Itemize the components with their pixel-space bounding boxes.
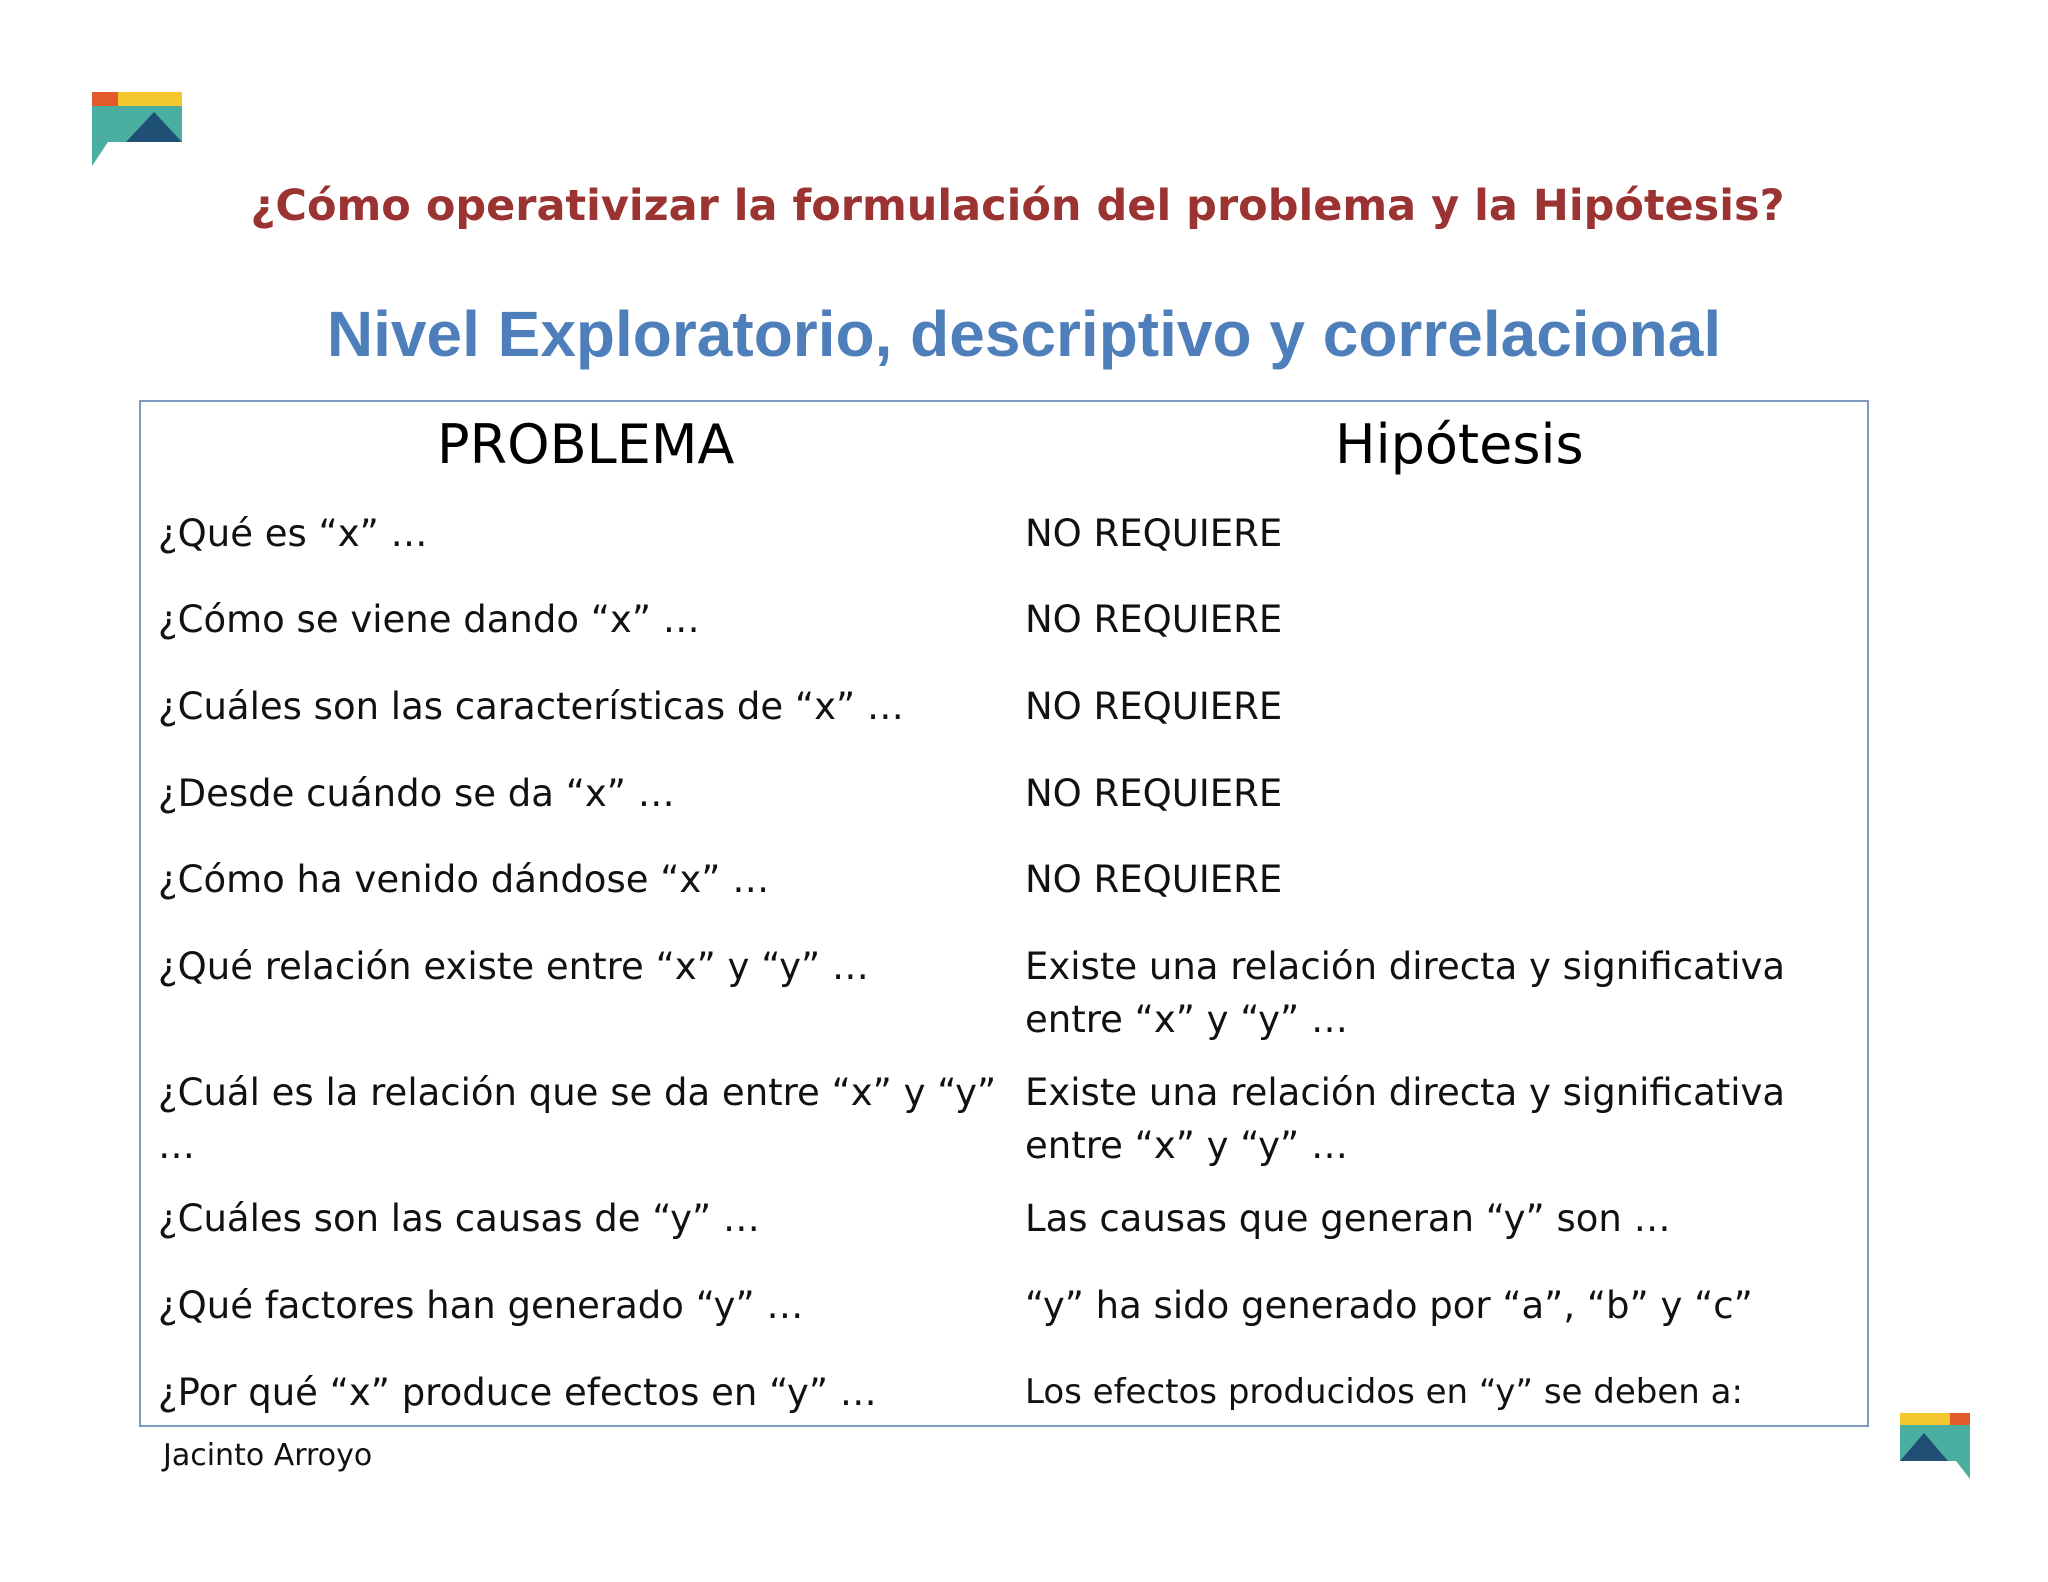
hypothesis-cell: NO REQUIERE	[1025, 772, 1283, 815]
problem-cell: ¿Por qué “x” produce efectos en “y” …	[158, 1371, 877, 1414]
hypothesis-cell: Los efectos producidos en “y” se deben a:	[1025, 1372, 1743, 1412]
author-name: Jacinto Arroyo	[163, 1438, 373, 1473]
hypothesis-cell: Existe una relación directa y significativa	[1025, 945, 1786, 988]
page-title: ¿Cómo operativizar la formulación del problema y la Hipótesis?	[250, 181, 1785, 231]
hypothesis-cell: NO REQUIERE	[1025, 685, 1283, 728]
hypothesis-cell: Las causas que generan “y” son …	[1025, 1197, 1671, 1240]
flag-logo-icon	[92, 92, 182, 166]
problem-cell: ¿Qué relación existe entre “x” y “y” …	[158, 945, 869, 988]
hypothesis-cell: “y” ha sido generado por “a”, “b” y “c”	[1025, 1284, 1753, 1327]
hypothesis-cell: NO REQUIERE	[1025, 512, 1283, 555]
problem-cell: ¿Cuál es la relación que se da entre “x” y “y”	[158, 1071, 997, 1114]
hypothesis-cell-continued: entre “x” y “y” …	[1025, 1124, 1348, 1167]
problem-cell: ¿Qué factores han generado “y” …	[158, 1284, 804, 1327]
problem-cell: ¿Qué es “x” …	[158, 512, 428, 555]
column-header-problem: PROBLEMA	[437, 413, 735, 476]
page-subtitle: Nivel Exploratorio, descriptivo y correlacional	[326, 298, 1722, 370]
problem-cell-continued: …	[158, 1124, 195, 1167]
problem-cell: ¿Cuáles son las características de “x” …	[158, 685, 904, 728]
hypothesis-cell-continued: entre “x” y “y” …	[1025, 998, 1348, 1041]
flag-logo-icon	[1900, 1413, 1970, 1479]
hypothesis-cell: Existe una relación directa y significativa	[1025, 1071, 1786, 1114]
hypothesis-cell: NO REQUIERE	[1025, 858, 1283, 901]
problem-cell: ¿Cómo se viene dando “x” …	[158, 598, 700, 641]
problem-cell: ¿Cómo ha venido dándose “x” …	[158, 858, 770, 901]
problem-cell: ¿Desde cuándo se da “x” …	[158, 772, 675, 815]
hypothesis-cell: NO REQUIERE	[1025, 598, 1283, 641]
column-header-hypothesis: Hipótesis	[1335, 413, 1584, 476]
problem-cell: ¿Cuáles son las causas de “y” …	[158, 1197, 760, 1240]
